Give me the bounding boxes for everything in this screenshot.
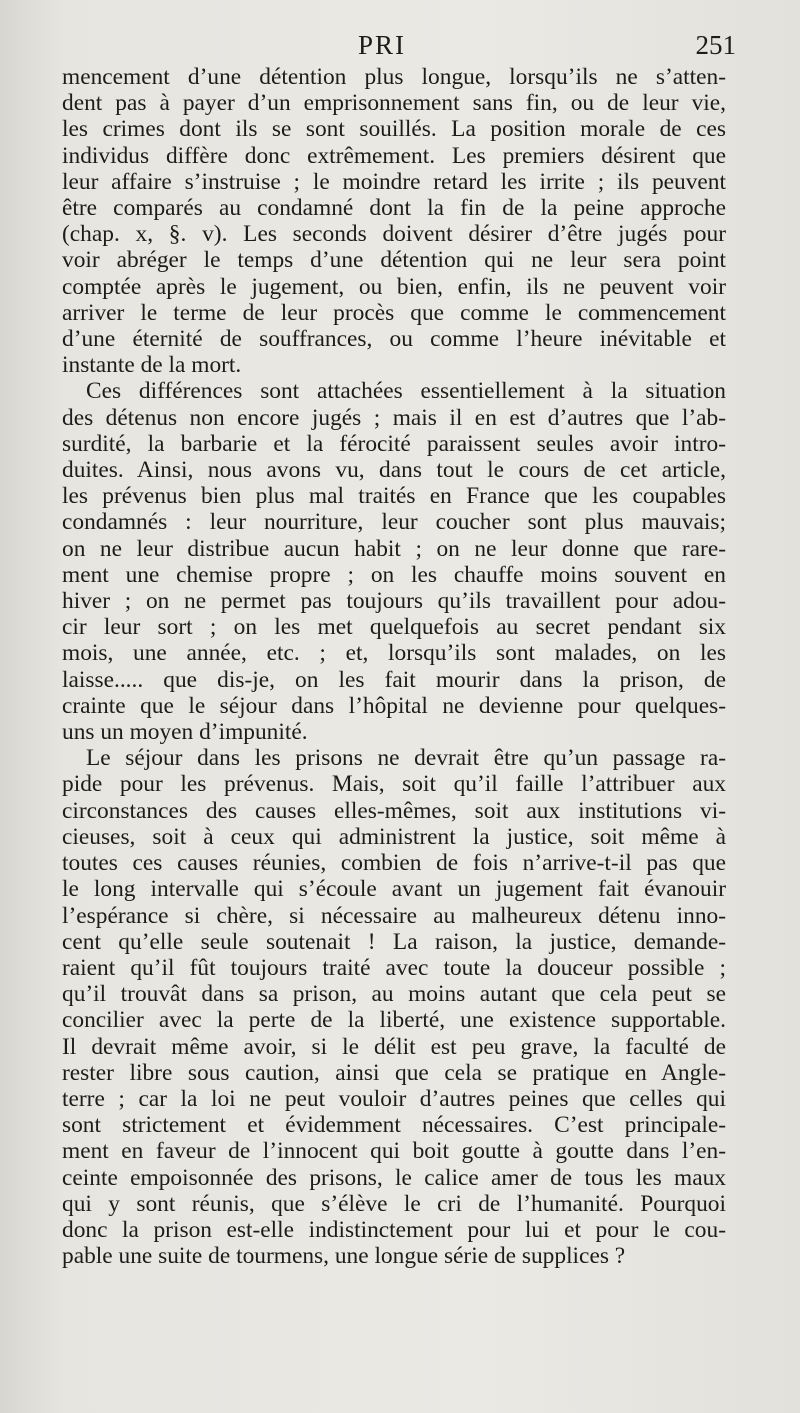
- text-line: ment une chemise propre ; on les chauffe moins souvent en: [62, 561, 726, 588]
- text-line: individus diffère donc extrêmement. Les premiers désirent que: [62, 142, 726, 169]
- text-line: leur affaire s’instruise ; le moindre retard les irrite ; ils peuvent: [62, 168, 726, 195]
- text-line: des détenus non encore jugés ; mais il en est d’autres que l’ab-: [62, 404, 726, 431]
- paragraph: [62, 64, 726, 378]
- text-line: concilier avec la perte de la liberté, une existence supportable.: [62, 1007, 726, 1034]
- page-number: 251: [695, 30, 736, 60]
- text-line: instante de la mort.: [62, 352, 242, 379]
- text-line: les crimes dont ils se sont souillés. La position morale de ces: [62, 116, 726, 143]
- text-line: laisse..... que dis-je, on les fait mourir dans la prison, de: [62, 666, 726, 693]
- text-line: donc la prison est-elle indistinctement pour lui et pour le cou-: [62, 1216, 726, 1243]
- text-line: raient qu’il fût toujours traité avec toute la douceur possible ;: [62, 954, 726, 981]
- text-line: l’espérance si chère, si nécessaire au malheureux détenu inno-: [62, 902, 726, 929]
- text-line: comptée après le jugement, ou bien, enfin, ils ne peuvent voir: [62, 273, 726, 300]
- text-line: mencement d’une détention plus longue, lorsqu’ils ne s’atten-: [62, 64, 726, 90]
- text-line: pable une suite de tourmens, une longue série de supplices ?: [62, 1243, 626, 1270]
- text-line: être comparés au condamné dont la fin de la peine approche: [62, 195, 726, 222]
- text-line: duites. Ainsi, nous avons vu, dans tout le cours de cet article,: [62, 457, 726, 484]
- text-line: cieuses, soit à ceux qui administrent la justice, soit même à: [62, 823, 726, 850]
- text-line: qui y sont réunis, que s’élève le cri de l’humanité. Pourquoi: [62, 1190, 726, 1217]
- text-line: Ces différences sont attachées essentiellement à la situation: [86, 378, 726, 405]
- text-line: crainte que le séjour dans l’hôpital ne devienne pour quelques-: [62, 692, 726, 719]
- text-line: cent qu’elle seule soutenait ! La raison, la justice, demande-: [62, 928, 726, 955]
- text-line: qu’il trouvât dans sa prison, au moins autant que cela peut se: [62, 981, 726, 1008]
- text-line: cir leur sort ; on les met quelquefois au secret pendant six: [62, 614, 726, 641]
- text-line: condamnés : leur nourriture, leur coucher sont plus mauvais;: [62, 509, 726, 536]
- text-line: surdité, la barbarie et la férocité paraissent seules avoir intro-: [62, 430, 726, 457]
- paragraph: [62, 745, 726, 1269]
- paragraph: [62, 378, 726, 745]
- text-line: rester libre sous caution, ainsi que cela se pratique en Angle-: [62, 1059, 726, 1086]
- text-line: pide pour les prévenus. Mais, soit qu’il faille l’attribuer aux: [62, 771, 726, 798]
- text-line: ceinte empoisonnée des prisons, le calice amer de tous les maux: [62, 1164, 726, 1191]
- text-line: arriver le terme de leur procès que comme le commencement: [62, 299, 726, 326]
- running-header: [0, 30, 800, 64]
- text-line: le long intervalle qui s’écoule avant un jugement fait évanouir: [62, 876, 726, 903]
- text-line: d’une éternité de souffrances, ou comme l’heure inévitable et: [62, 326, 726, 353]
- text-line: uns un moyen d’impunité.: [62, 719, 308, 746]
- text-line: les prévenus bien plus mal traités en France que les coupables: [62, 483, 726, 510]
- text-line: toutes ces causes réunies, combien de fois n’arrive-t-il pas que: [62, 850, 726, 877]
- text-line: terre ; car la loi ne peut vouloir d’autres peines que celles qui: [62, 1085, 726, 1112]
- text-line: ment en faveur de l’innocent qui boit goutte à goutte dans l’en-: [62, 1138, 726, 1165]
- text-line: hiver ; on ne permet pas toujours qu’ils travaillent pour adou-: [62, 588, 726, 615]
- text-line: sont strictement et évidemment nécessaires. C’est principale-: [62, 1112, 726, 1139]
- body-text: [62, 64, 726, 1269]
- text-line: (chap. x, §. v). Les seconds doivent désirer d’être jugés pour: [62, 221, 726, 248]
- text-line: circonstances des causes elles-mêmes, soit aux institutions vi-: [62, 797, 726, 824]
- running-title: PRI: [358, 30, 407, 60]
- text-line: mois, une année, etc. ; et, lorsqu’ils sont malades, on les: [62, 640, 726, 667]
- text-line: on ne leur distribue aucun habit ; on ne leur donne que rare-: [62, 535, 726, 562]
- text-line: Il devrait même avoir, si le délit est peu grave, la faculté de: [62, 1033, 726, 1060]
- text-line: voir abréger le temps d’une détention qui ne leur sera point: [62, 247, 726, 274]
- text-line: dent pas à payer d’un emprisonnement sans fin, ou de leur vie,: [62, 90, 726, 117]
- text-line: Le séjour dans les prisons ne devrait être qu’un passage ra-: [86, 745, 726, 772]
